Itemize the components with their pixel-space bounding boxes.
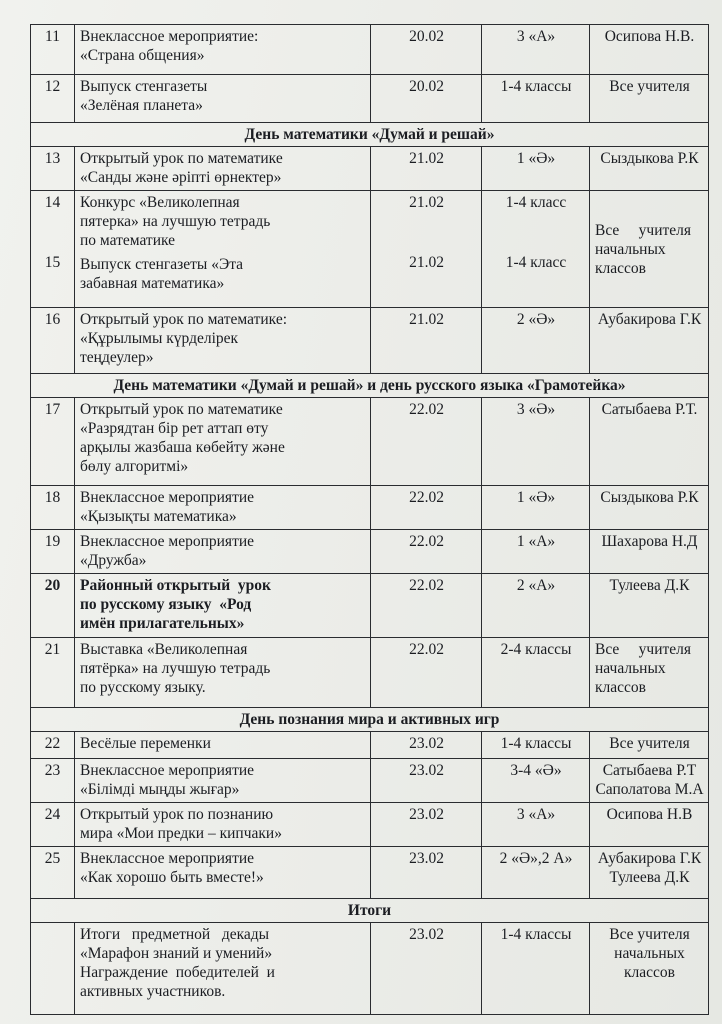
date-cell: 22.02: [371, 638, 482, 708]
teacher-line: Аубакирова Г.К: [597, 311, 702, 328]
table-row: [31, 847, 709, 899]
event-line: «Санды және әріпті өрнектер»: [80, 169, 282, 186]
class-cell: 2-4 классы: [482, 638, 590, 708]
table-row: [31, 398, 709, 486]
teacher-line: Все учителя: [595, 221, 692, 239]
date-cell: 22.02: [371, 574, 482, 638]
teacher-line: Тулеева Д.К: [609, 577, 690, 594]
event-line: Внеклассное мероприятие: [80, 762, 255, 779]
row-number: 12: [31, 75, 75, 123]
class-cell: [482, 191, 590, 308]
row-number: 24: [31, 803, 75, 847]
date-cell: 20.02: [371, 25, 482, 75]
teacher-cell: [590, 530, 709, 574]
row-number: 25: [31, 847, 75, 899]
event-cell: [75, 803, 371, 847]
class-cell: 3 «А»: [482, 25, 590, 75]
event-line: Весёлые переменки: [80, 735, 211, 752]
teacher-line: Все учителя: [595, 641, 692, 658]
row-number: 21: [31, 638, 75, 708]
section-row: [31, 123, 709, 147]
table-row: [31, 147, 709, 191]
event-line: забавная математика»: [80, 275, 225, 292]
table-row: [31, 75, 709, 123]
event-line: пятерка» на лучшую тетрадь: [80, 213, 271, 230]
row-number: 22: [31, 732, 75, 759]
event-line: активных участников.: [80, 983, 226, 1000]
teacher-line: Саполатова М.А: [595, 781, 704, 798]
table-row: [31, 759, 709, 803]
table-row: [31, 530, 709, 574]
event-cell: [75, 923, 371, 1015]
class-cell: 1-4 классы: [482, 732, 590, 759]
event-cell: [75, 25, 371, 75]
table-row: [31, 803, 709, 847]
row-number: 11: [31, 25, 75, 75]
table-row: [31, 25, 709, 75]
row-number: 14: [44, 194, 61, 211]
class-cell: 2 «Ә»,2 А»: [482, 847, 590, 899]
event-line: арқылы жазбаша көбейту және: [80, 439, 285, 456]
event-line: «Разрядтан бір рет аттап өту: [80, 420, 269, 437]
row-number: 17: [31, 398, 75, 486]
teacher-line: начальных: [595, 240, 666, 258]
date-value: 21.02: [409, 194, 444, 211]
date-cell: 23.02: [371, 759, 482, 803]
teacher-cell: [590, 759, 709, 803]
table-row: [31, 486, 709, 530]
event-line: Внеклассное мероприятие: [80, 533, 255, 550]
teacher-line: классов: [595, 259, 646, 277]
table-row: [31, 732, 709, 759]
date-cell: 21.02: [371, 308, 482, 374]
event-plan-table: [30, 24, 709, 1015]
event-cell: [75, 147, 371, 191]
event-line: теңдеулер»: [80, 349, 154, 366]
teacher-cell: [590, 398, 709, 486]
event-line: Итоги предметной декады: [80, 926, 270, 943]
date-cell: 21.02: [371, 147, 482, 191]
teacher-cell: [590, 638, 709, 708]
event-cell: [75, 486, 371, 530]
teacher-line: Сыздыкова Р.К: [600, 150, 699, 167]
section-row: [31, 708, 709, 732]
teacher-cell: [590, 75, 709, 123]
row-number: 19: [31, 530, 75, 574]
date-cell: 23.02: [371, 847, 482, 899]
teacher-line: Все учителя: [609, 926, 690, 943]
event-line: Выпуск стенгазеты: [80, 78, 208, 95]
event-line: Открытый урок по познанию: [80, 806, 274, 823]
table-row: [31, 308, 709, 374]
class-cell: 1-4 классы: [482, 75, 590, 123]
event-cell: [75, 308, 371, 374]
section-heading: День математики «Думай и решай»: [31, 123, 709, 147]
event-line: пятёрка» на лучшую тетрадь: [80, 660, 271, 677]
teacher-cell: [590, 308, 709, 374]
event-cell: [75, 530, 371, 574]
teacher-line: классов: [595, 679, 646, 696]
event-line: Открытый урок по математике: [80, 150, 283, 167]
row-number: 15: [44, 254, 61, 271]
section-heading: Итоги: [31, 899, 709, 923]
date-value: 21.02: [409, 254, 444, 271]
class-cell: 2 «Ә»: [482, 308, 590, 374]
event-cell: [75, 574, 371, 638]
teacher-cell: [590, 191, 709, 308]
teacher-cell: [590, 486, 709, 530]
class-cell: 3 «А»: [482, 803, 590, 847]
class-cell: 1-4 классы: [482, 923, 590, 1015]
event-cell: [75, 75, 371, 123]
table-row: [31, 923, 709, 1015]
event-line: «Білімді мыңды жығар»: [80, 781, 240, 798]
event-cell: [75, 847, 371, 899]
event-line: бөлу алгоритмі»: [80, 458, 189, 475]
event-line: «Марафон знаний и умений»: [80, 945, 273, 962]
teacher-cell: [590, 847, 709, 899]
row-number: 23: [31, 759, 75, 803]
teacher-cell: [590, 147, 709, 191]
teacher-line: классов: [624, 964, 675, 981]
event-line: Районный открытый урок: [80, 577, 271, 594]
class-cell: 1 «Ә»: [482, 486, 590, 530]
date-cell: 23.02: [371, 803, 482, 847]
teacher-line: Все учителя: [609, 735, 690, 752]
event-line: мира «Мои предки – кипчаки»: [80, 825, 282, 842]
teacher-cell: [590, 803, 709, 847]
event-line: Конкурс «Великолепная: [80, 194, 240, 211]
teacher-cell: [590, 923, 709, 1015]
event-line: «Құрылымы күрделірек: [80, 330, 239, 347]
class-cell: 3 «Ә»: [482, 398, 590, 486]
event-cell: [75, 759, 371, 803]
event-cell: [75, 732, 371, 759]
teacher-cell: [590, 732, 709, 759]
row-number-pair: [31, 191, 75, 308]
date-cell: 23.02: [371, 732, 482, 759]
teacher-line: Осипова Н.В.: [604, 28, 695, 45]
teacher-line: начальных: [595, 660, 666, 677]
teacher-line: Сыздыкова Р.К: [600, 489, 699, 506]
teacher-cell: [590, 574, 709, 638]
event-line: по математике: [80, 232, 176, 249]
event-cell: [75, 398, 371, 486]
row-number: 20: [31, 574, 75, 638]
teacher-cell: [590, 25, 709, 75]
section-row: [31, 374, 709, 398]
teacher-line: Шахарова Н.Д: [601, 533, 698, 550]
event-line: Выпуск стенгазеты «Эта: [80, 256, 244, 273]
event-line: «Как хорошо быть вместе!»: [80, 869, 264, 886]
row-number: 13: [31, 147, 75, 191]
event-cell: [75, 191, 371, 308]
event-line: по русскому языку «Род: [80, 596, 252, 613]
teacher-line: Все учителя: [609, 78, 690, 95]
date-cell: 22.02: [371, 398, 482, 486]
teacher-line: Осипова Н.В: [606, 806, 693, 823]
event-line: «Дружба»: [80, 552, 147, 569]
section-row: [31, 899, 709, 923]
event-line: «Қызықты математика»: [80, 508, 237, 525]
event-line: по русскому языку.: [80, 679, 206, 696]
date-cell: 23.02: [371, 923, 482, 1015]
event-line: «Зелёная планета»: [80, 97, 203, 114]
event-line: имён прилагательных»: [80, 615, 245, 632]
table-row: [31, 191, 709, 308]
row-number: 16: [31, 308, 75, 374]
row-number: 18: [31, 486, 75, 530]
event-line: Выставка «Великолепная: [80, 641, 248, 658]
section-heading: День математики «Думай и решай» и день русского языка «Грамотейка»: [31, 374, 709, 398]
date-cell: 22.02: [371, 530, 482, 574]
section-heading: День познания мира и активных игр: [31, 708, 709, 732]
event-line: Награждение победителей и: [80, 964, 275, 981]
class-cell: 3-4 «Ә»: [482, 759, 590, 803]
teacher-line: Сатыбаева Р.Т.: [601, 401, 698, 418]
date-cell: [371, 191, 482, 308]
table-row: [31, 638, 709, 708]
teacher-line: начальных: [614, 945, 685, 962]
event-line: Открытый урок по математике: [80, 401, 283, 418]
class-cell: 2 «А»: [482, 574, 590, 638]
table-row: [31, 574, 709, 638]
event-line: Внеклассное мероприятие:: [80, 28, 259, 45]
teacher-line: Тулеева Д.К: [609, 869, 690, 886]
event-line: «Страна общения»: [80, 47, 205, 64]
row-number: [31, 923, 75, 1015]
date-cell: 20.02: [371, 75, 482, 123]
date-cell: 22.02: [371, 486, 482, 530]
teacher-line: Аубакирова Г.К: [597, 850, 702, 867]
class-value: 1-4 класс: [505, 254, 567, 271]
class-cell: 1 «Ә»: [482, 147, 590, 191]
class-cell: 1 «А»: [482, 530, 590, 574]
event-line: Открытый урок по математике:: [80, 311, 288, 328]
event-line: Внеклассное мероприятие: [80, 850, 255, 867]
teacher-line: Сатыбаева Р.Т: [602, 762, 697, 779]
event-cell: [75, 638, 371, 708]
event-line: Внеклассное мероприятие: [80, 489, 255, 506]
class-value: 1-4 класс: [505, 194, 567, 211]
